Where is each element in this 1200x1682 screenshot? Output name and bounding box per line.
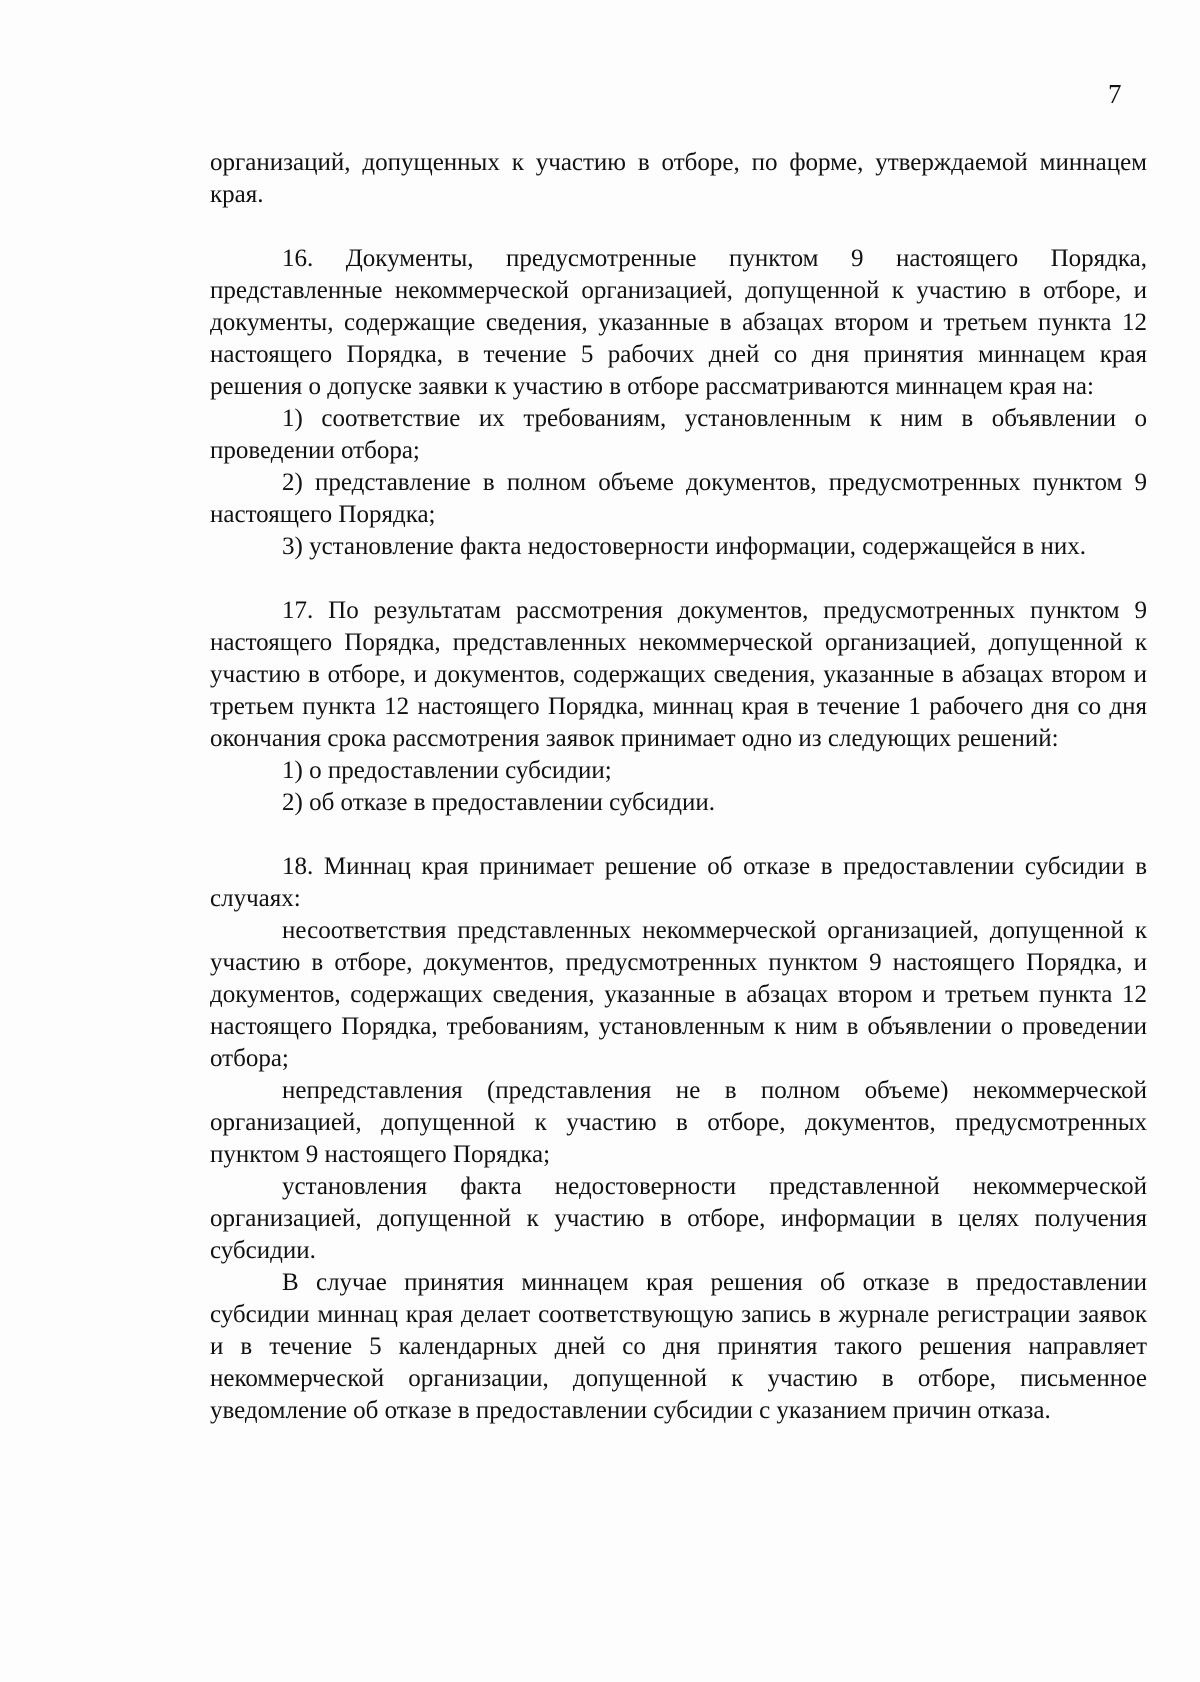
page-number: 7 <box>1108 79 1122 109</box>
paragraph-continuation: организаций, допущенных к участию в отборе, по форме, утверждаемой миннацем края. <box>210 149 1147 208</box>
paragraph-16-item-2: 2) представление в полном объеме документов, предусмотренных пунктом 9 настоящего Порядка; <box>210 469 1147 528</box>
paragraph-17-item-2: 2) об отказе в предоставлении субсидии. <box>282 789 715 816</box>
paragraph-18: 18. Миннац края принимает решение об отказе в предоставлении субсидии в случаях: <box>210 853 1147 912</box>
paragraph-18-refusal-notice: В случае принятия миннацем края решения об отказе в предоставлении субсидии миннац края делает соответствующую запись в журнале регистрации заявок и в течение 5 календарных дней со дня принятия такого решения направляет некоммерческой организации, допущенной к участию в отборе, письменное уведомление об отказе в предоставлении субсидии с указанием причин отказа. <box>210 1269 1147 1424</box>
document-body <box>210 147 1147 1427</box>
paragraph-18-case-1: несоответствия представленных некоммерческой организацией, допущенной к участию в отборе, документов, предусмотренных пунктом 9 настоящего Порядка, и документов, содержащих сведения, указанные в абзацах втором и третьем пункта 12 настоящего Порядка, требованиям, установленным к ним в объявлении о проведении отбора; <box>210 917 1147 1072</box>
paragraph-17: 17. По результатам рассмотрения документов, предусмотренных пунктом 9 настоящего Порядка, представленных некоммерческой организацией, допущенной к участию в отборе, и документов, содержащих сведения, указанные в абзацах втором и третьем пункта 12 настоящего Порядка, миннац края в течение 1 рабочего дня со дня окончания срока рассмотрения заявок принимает одно из следующих решений: <box>210 597 1147 752</box>
paragraph-18-case-2: непредставления (представления не в полном объеме) некоммерческой организацией, допущенной к участию в отборе, документов, предусмотренных пунктом 9 настоящего Порядка; <box>210 1077 1147 1168</box>
paragraph-16-item-1: 1) соответствие их требованиям, установленным к ним в объявлении о проведении отбора; <box>210 405 1147 464</box>
paragraph-16: 16. Документы, предусмотренные пунктом 9 настоящего Порядка, представленные некоммерческой организацией, допущенной к участию в отборе, и документы, содержащие сведения, указанные в абзацах втором и третьем пункта 12 настоящего Порядка, в течение 5 рабочих дней со дня принятия миннацем края решения о допуске заявки к участию в отборе рассматриваются миннацем края на: <box>210 245 1147 400</box>
paragraph-18-case-3: установления факта недостоверности представленной некоммерческой организацией, допущенной к участию в отборе, информации в целях получения субсидии. <box>210 1173 1147 1264</box>
paragraph-16-item-3: 3) установление факта недостоверности информации, содержащейся в них. <box>282 533 1086 560</box>
paragraph-17-item-1: 1) о предоставлении субсидии; <box>282 757 612 784</box>
